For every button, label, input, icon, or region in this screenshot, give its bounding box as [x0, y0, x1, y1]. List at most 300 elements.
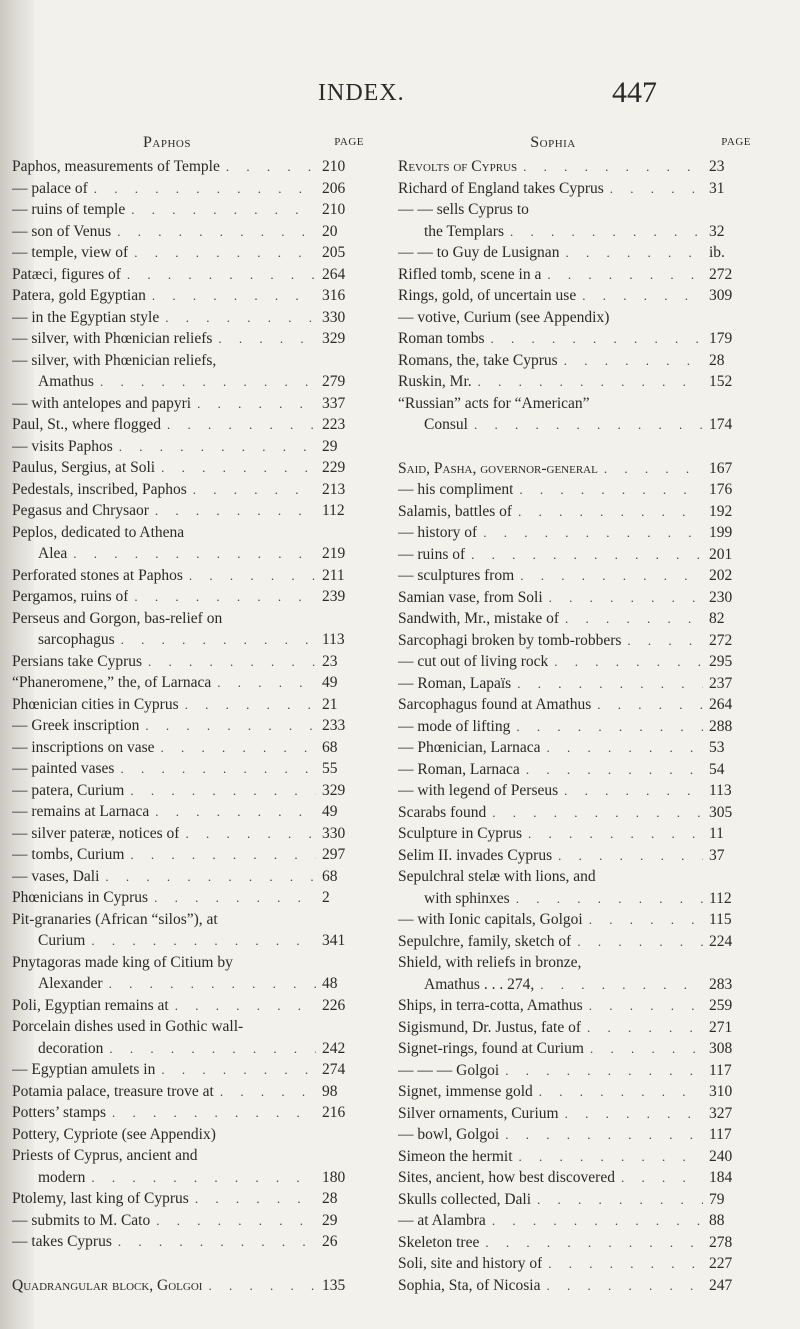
- leader-dots: [145, 715, 316, 737]
- entry-page-number: 330: [322, 308, 346, 326]
- leader-dots: [564, 780, 703, 802]
- leader-dots: [120, 758, 316, 780]
- entry-text: Sarcophagus found at Amathus: [398, 696, 592, 713]
- entry-text: decoration: [38, 1039, 104, 1057]
- entry-page-number: 216: [322, 1104, 346, 1121]
- leader-dots: [565, 242, 703, 264]
- index-entry: [12, 414, 366, 436]
- right-page-label: PAGE: [721, 136, 751, 148]
- right-column-header: [398, 134, 753, 156]
- leader-dots: [565, 1103, 703, 1125]
- entry-text: — — sells Cyprus to: [398, 201, 529, 218]
- entry-page-number: 213: [322, 480, 346, 498]
- index-entry: [12, 973, 366, 995]
- entry-text: Pit-granaries (African “silos”), at: [12, 910, 218, 928]
- index-entry: [12, 608, 366, 630]
- entry-text: — vases, Dali: [12, 867, 100, 885]
- leader-dots: [610, 178, 703, 200]
- entry-text: — — to Guy de Lusignan: [398, 244, 560, 261]
- leader-dots: [565, 608, 703, 630]
- leader-dots: [558, 845, 703, 867]
- index-entry: [12, 780, 366, 802]
- index-entry: [398, 888, 753, 910]
- entry-page-number: 54: [709, 760, 725, 778]
- entry-text: Alea: [38, 545, 68, 562]
- index-entry: [398, 221, 753, 243]
- leader-dots: [547, 1275, 704, 1297]
- entry-page-number: 239: [322, 588, 346, 605]
- entry-text: Sandwith, Mr., mistake of: [398, 610, 560, 627]
- entry-text: — remains at Larnaca: [12, 803, 150, 820]
- index-entry: [12, 500, 366, 522]
- leader-dots: [547, 264, 703, 286]
- entry-page-number: 288: [709, 717, 733, 735]
- index-entry: [12, 350, 366, 372]
- entry-page-number: 53: [709, 739, 725, 756]
- entry-page-number: 82: [709, 610, 725, 627]
- entry-text: — — — Golgoi: [398, 1061, 500, 1079]
- entry-page-number: 305: [709, 803, 733, 821]
- entry-text: Richard of England takes Cyprus: [398, 179, 604, 197]
- index-entry: [398, 178, 753, 200]
- index-entry: [12, 801, 366, 823]
- entry-text: Sigismund, Dr. Justus, fate of: [398, 1018, 581, 1036]
- index-entry: [12, 995, 366, 1017]
- index-entry: [12, 1038, 366, 1060]
- entry-text: — votive, Curium (see Appendix): [398, 308, 610, 326]
- index-entry: [398, 716, 753, 738]
- entry-page-number: 29: [322, 1211, 338, 1229]
- leader-dots: [549, 587, 703, 609]
- entry-text: — temple, view of: [12, 244, 129, 261]
- leader-dots: [589, 995, 703, 1017]
- entry-page-number: 271: [709, 1018, 733, 1036]
- entry-page-number: 278: [709, 1233, 733, 1251]
- entry-text: Rings, gold, of uncertain use: [398, 287, 577, 304]
- entry-page-number: 98: [322, 1082, 338, 1100]
- entry-page-number: 112: [322, 502, 345, 519]
- index-entry: [398, 1038, 753, 1060]
- entry-page-number: 174: [709, 416, 733, 433]
- leader-dots: [91, 930, 316, 952]
- entry-page-number: 113: [322, 631, 345, 648]
- index-entry: [12, 629, 366, 651]
- entry-page-number: 26: [322, 1233, 338, 1250]
- page-number: 447: [612, 76, 657, 109]
- index-entry: [12, 199, 366, 221]
- index-entry: [12, 651, 366, 673]
- entry-text: Romans, the, take Cyprus: [398, 351, 558, 369]
- index-entry: [12, 930, 366, 952]
- entry-text: Patæci, figures of: [12, 265, 121, 283]
- entry-page-number: 37: [709, 846, 725, 864]
- entry-page-number: 23: [709, 158, 725, 175]
- entry-page-number: 49: [322, 803, 338, 820]
- entry-text: — tombs, Curium: [12, 846, 125, 863]
- index-entry: [398, 1253, 753, 1275]
- entry-text: Poli, Egyptian remains at: [12, 996, 169, 1014]
- index-entry: [12, 1275, 366, 1297]
- index-entry: [12, 1145, 366, 1167]
- leader-dots: [121, 629, 316, 651]
- entry-text: — cut out of living rock: [398, 653, 549, 670]
- entry-text: Porcelain dishes used in Gothic wall-: [12, 1018, 244, 1035]
- entry-text: Sepulchre, family, sketch of: [398, 932, 572, 950]
- index-entry: [398, 952, 753, 974]
- leader-dots: [492, 1210, 703, 1232]
- index-entry: [12, 1231, 366, 1253]
- entry-page-number: 21: [322, 695, 338, 713]
- leader-dots: [118, 1231, 316, 1253]
- index-entry: [398, 522, 753, 544]
- entry-page-number: 117: [709, 1061, 732, 1079]
- entry-text: — sculptures from: [398, 567, 515, 584]
- leader-dots: [185, 694, 316, 716]
- index-entry: [398, 328, 753, 350]
- entry-text: Paphos, measurements of Temple: [12, 158, 220, 175]
- entry-text: — his compliment: [398, 481, 514, 498]
- index-entry: [398, 1103, 753, 1125]
- index-entry: [398, 156, 753, 178]
- entry-text: the Templars: [424, 222, 504, 240]
- entry-page-number: 201: [709, 545, 733, 563]
- entry-text: — submits to M. Cato: [12, 1211, 151, 1229]
- leader-dots: [73, 543, 316, 565]
- entry-page-number: 279: [322, 373, 346, 390]
- index-entry: [12, 242, 366, 264]
- entry-page-number: 32: [709, 222, 725, 240]
- left-index-column: [12, 134, 366, 1296]
- index-entry: [398, 307, 753, 329]
- leader-dots: [582, 285, 703, 307]
- index-entry: [398, 1146, 753, 1168]
- entry-page-number: 272: [709, 265, 733, 283]
- entry-text: — patera, Curium: [12, 781, 125, 799]
- entry-text: — silver, with Phœnician reliefs: [12, 330, 213, 347]
- leader-dots: [526, 759, 703, 781]
- entry-text: Signet, immense gold: [398, 1083, 533, 1100]
- index-entry: [12, 1167, 366, 1189]
- entry-text: — inscriptions on vase: [12, 738, 155, 756]
- leader-dots: [131, 199, 316, 221]
- right-index-column: [398, 134, 753, 1296]
- leader-dots: [604, 458, 703, 480]
- entry-text: Signet-rings, found at Curium: [398, 1040, 584, 1057]
- index-entry: [12, 866, 366, 888]
- leader-dots: [510, 221, 703, 243]
- index-entry: [12, 307, 366, 329]
- index-entry: [12, 221, 366, 243]
- index-entry: [398, 565, 753, 587]
- index-entry: [398, 759, 753, 781]
- entry-text: Revolts of Cyprus: [398, 158, 518, 175]
- entry-text: Patera, gold Egyptian: [12, 287, 146, 304]
- entry-page-number: 264: [709, 696, 733, 713]
- entry-page-number: ib.: [709, 244, 725, 261]
- index-entry: [398, 651, 753, 673]
- leader-dots: [134, 242, 316, 264]
- entry-page-number: 192: [709, 502, 733, 520]
- entry-page-number: 329: [322, 781, 346, 799]
- entry-text: Said, Pasha, governor-general: [398, 459, 598, 477]
- left-column-header: [12, 134, 366, 156]
- index-entry: [12, 887, 366, 909]
- entry-text: — with Ionic capitals, Golgoi: [398, 911, 583, 928]
- entry-page-number: 88: [709, 1212, 725, 1229]
- entry-text: Alexander: [38, 975, 103, 992]
- entry-text: Sepulchral stelæ with lions, and: [398, 868, 596, 885]
- entry-text: Paul, St., where flogged: [12, 416, 161, 433]
- leader-dots: [152, 285, 316, 307]
- entry-page-number: 79: [709, 1190, 725, 1208]
- index-entry: [398, 931, 753, 953]
- leader-dots: [590, 1038, 703, 1060]
- leader-dots: [175, 995, 316, 1017]
- entry-text: with sphinxes: [424, 889, 510, 907]
- entry-text: Pedestals, inscribed, Paphos: [12, 480, 187, 498]
- entry-text: Simeon the hermit: [398, 1147, 513, 1165]
- entry-text: — history of: [398, 524, 478, 541]
- leader-dots: [621, 1167, 703, 1189]
- index-entry: [12, 909, 366, 931]
- index-entry: [12, 436, 366, 458]
- index-entry: [398, 242, 753, 264]
- index-entry: [12, 1210, 366, 1232]
- entry-text: Sites, ancient, how best discovered: [398, 1169, 615, 1186]
- leader-dots: [161, 457, 316, 479]
- leader-dots: [91, 1167, 316, 1189]
- entry-page-number: 240: [709, 1147, 733, 1165]
- index-entry: [398, 630, 753, 652]
- leader-dots: [208, 1275, 316, 1297]
- index-entry: [12, 178, 366, 200]
- entry-page-number: 242: [322, 1039, 346, 1057]
- left-entry-list: [12, 156, 366, 1296]
- entry-text: Roman tombs: [398, 330, 485, 347]
- entry-page-number: 152: [709, 373, 733, 390]
- entry-text: — ruins of temple: [12, 201, 126, 218]
- leader-dots: [161, 737, 317, 759]
- entry-page-number: 226: [322, 996, 346, 1014]
- index-entry: [12, 1081, 366, 1103]
- entry-text: Ruskin, Mr.: [398, 373, 472, 390]
- index-entry: [398, 802, 753, 824]
- entry-page-number: 327: [709, 1104, 733, 1122]
- index-entry: [398, 544, 753, 566]
- index-entry: [398, 737, 753, 759]
- entry-page-number: 31: [709, 179, 725, 197]
- entry-text: — son of Venus: [12, 222, 112, 240]
- entry-page-number: 2: [322, 889, 330, 906]
- entry-page-number: 309: [709, 287, 733, 304]
- entry-page-number: 180: [322, 1168, 346, 1186]
- entry-page-number: 113: [709, 782, 732, 799]
- leader-dots: [218, 328, 316, 350]
- index-entry: [398, 199, 753, 221]
- entry-page-number: 247: [709, 1276, 733, 1294]
- entry-page-number: 115: [709, 911, 732, 928]
- entry-page-number: 224: [709, 932, 733, 950]
- entry-text: — with legend of Perseus: [398, 782, 559, 799]
- page-header: [0, 76, 800, 116]
- entry-text: — Roman, Larnaca: [398, 760, 520, 778]
- entry-page-number: 210: [322, 158, 346, 175]
- entry-page-number: 272: [709, 631, 733, 649]
- leader-dots: [193, 479, 316, 501]
- entry-page-number: 28: [709, 351, 725, 369]
- entry-page-number: 297: [322, 846, 346, 863]
- entry-text: Potamia palace, treasure trove at: [12, 1082, 214, 1100]
- index-title: INDEX.: [318, 80, 405, 106]
- index-entry: [398, 780, 753, 802]
- index-entry: [398, 1060, 753, 1082]
- entry-text: — ruins of: [398, 545, 466, 563]
- entry-page-number: 316: [322, 287, 346, 304]
- entry-page-number: 117: [709, 1126, 732, 1143]
- entry-page-number: 219: [322, 545, 346, 562]
- index-entry: [398, 1275, 753, 1297]
- entry-text: Sarcophagi broken by tomb-robbers: [398, 631, 622, 649]
- leader-dots: [589, 909, 703, 931]
- leader-dots: [127, 264, 316, 286]
- leader-dots: [478, 371, 703, 393]
- entry-page-number: 283: [709, 975, 733, 993]
- entry-page-number: 176: [709, 481, 733, 498]
- leader-dots: [505, 1124, 703, 1146]
- entry-text: — Phœnician, Larnaca: [398, 739, 541, 756]
- entry-text: Rifled tomb, scene in a: [398, 265, 542, 283]
- index-entry: [12, 737, 366, 759]
- index-entry: [12, 672, 366, 694]
- index-entry: [398, 393, 753, 415]
- index-entry: [398, 1189, 753, 1211]
- entry-page-number: 23: [322, 652, 338, 670]
- entry-page-number: 223: [322, 416, 346, 433]
- index-entry: [12, 952, 366, 974]
- index-entry: [12, 1016, 366, 1038]
- index-entry: [398, 823, 753, 845]
- leader-dots: [492, 802, 703, 824]
- leader-dots: [485, 1232, 703, 1254]
- entry-text: Phœnicians in Cyprus: [12, 889, 149, 906]
- entry-text: Sophia, Sta, of Nicosia: [398, 1276, 541, 1294]
- leader-dots: [117, 221, 316, 243]
- index-entry: [398, 995, 753, 1017]
- entry-text: — in the Egyptian style: [12, 308, 160, 326]
- leader-dots: [577, 931, 703, 953]
- leader-dots: [185, 823, 316, 845]
- entry-page-number: 230: [709, 588, 733, 606]
- leader-dots: [518, 501, 703, 523]
- leader-dots: [220, 1081, 316, 1103]
- index-entry: [12, 565, 366, 587]
- index-entry: [398, 1081, 753, 1103]
- leader-dots: [523, 156, 703, 178]
- entry-page-number: 179: [709, 330, 733, 347]
- entry-text: Consul: [424, 416, 468, 433]
- entry-text: Silver ornaments, Curium: [398, 1104, 559, 1122]
- leader-dots: [627, 630, 703, 652]
- entry-page-number: 206: [322, 179, 346, 197]
- index-entry: [398, 414, 753, 436]
- leader-dots: [109, 1038, 316, 1060]
- index-entry: [398, 264, 753, 286]
- leader-dots: [130, 844, 316, 866]
- index-entry: [12, 1102, 366, 1124]
- leader-dots: [195, 1188, 316, 1210]
- index-entry: [12, 694, 366, 716]
- entry-text: Persians take Cyprus: [12, 652, 143, 670]
- leader-dots: [148, 651, 316, 673]
- entry-text: Pergamos, ruins of: [12, 588, 129, 605]
- leader-dots: [537, 1189, 703, 1211]
- entry-page-number: 49: [322, 674, 338, 691]
- entry-text: Pegasus and Chrysaor: [12, 502, 149, 519]
- leader-dots: [154, 887, 316, 909]
- leader-dots: [540, 974, 703, 996]
- entry-text: Soli, site and history of: [398, 1255, 543, 1272]
- entry-text: — Roman, Lapaïs: [398, 674, 512, 692]
- entry-page-number: 310: [709, 1083, 733, 1100]
- index-entry: [398, 608, 753, 630]
- index-entry: [12, 586, 366, 608]
- leader-dots: [548, 1253, 703, 1275]
- entry-text: Phœnician cities in Cyprus: [12, 695, 179, 713]
- index-entry: [398, 458, 753, 480]
- index-entry: [12, 479, 366, 501]
- leader-dots: [528, 823, 703, 845]
- index-entry: [398, 371, 753, 393]
- entry-text: — painted vases: [12, 760, 115, 777]
- leader-dots: [109, 973, 316, 995]
- index-entry: [398, 673, 753, 695]
- index-entry: [12, 522, 366, 544]
- entry-page-number: 55: [322, 760, 338, 777]
- right-running-head: Sophia: [530, 134, 576, 151]
- entry-text: Peplos, dedicated to Athena: [12, 523, 185, 541]
- entry-page-number: 259: [709, 997, 733, 1014]
- index-entry: [398, 1232, 753, 1254]
- index-entry: [398, 285, 753, 307]
- entry-page-number: 68: [322, 738, 338, 756]
- entry-text: sarcophagus: [38, 631, 115, 648]
- entry-text: — with antelopes and papyri: [12, 394, 192, 412]
- leader-dots: [505, 1060, 703, 1082]
- leader-dots: [197, 393, 316, 415]
- leader-dots: [189, 565, 316, 587]
- entry-text: Perseus and Gorgon, bas-relief on: [12, 609, 223, 627]
- leader-dots: [156, 1210, 316, 1232]
- entry-page-number: 205: [322, 244, 346, 261]
- index-entry: [12, 543, 366, 565]
- entry-text: Pottery, Cypriote (see Appendix): [12, 1125, 216, 1143]
- entry-text: Salamis, battles of: [398, 502, 513, 520]
- entry-page-number: 233: [322, 717, 346, 734]
- index-entry: [398, 1017, 753, 1039]
- leader-dots: [491, 328, 703, 350]
- leader-dots: [483, 522, 703, 544]
- index-entry: [12, 285, 366, 307]
- entry-text: Skeleton tree: [398, 1233, 480, 1251]
- entry-page-number: 184: [709, 1169, 733, 1186]
- leader-dots: [520, 565, 703, 587]
- entry-text: Amathus: [38, 373, 94, 390]
- entry-text: “Russian” acts for “American”: [398, 394, 590, 412]
- entry-text: Curium: [38, 932, 86, 949]
- entry-text: — Egyptian amulets in: [12, 1061, 156, 1078]
- entry-page-number: 264: [322, 265, 346, 283]
- entry-page-number: 337: [322, 394, 346, 412]
